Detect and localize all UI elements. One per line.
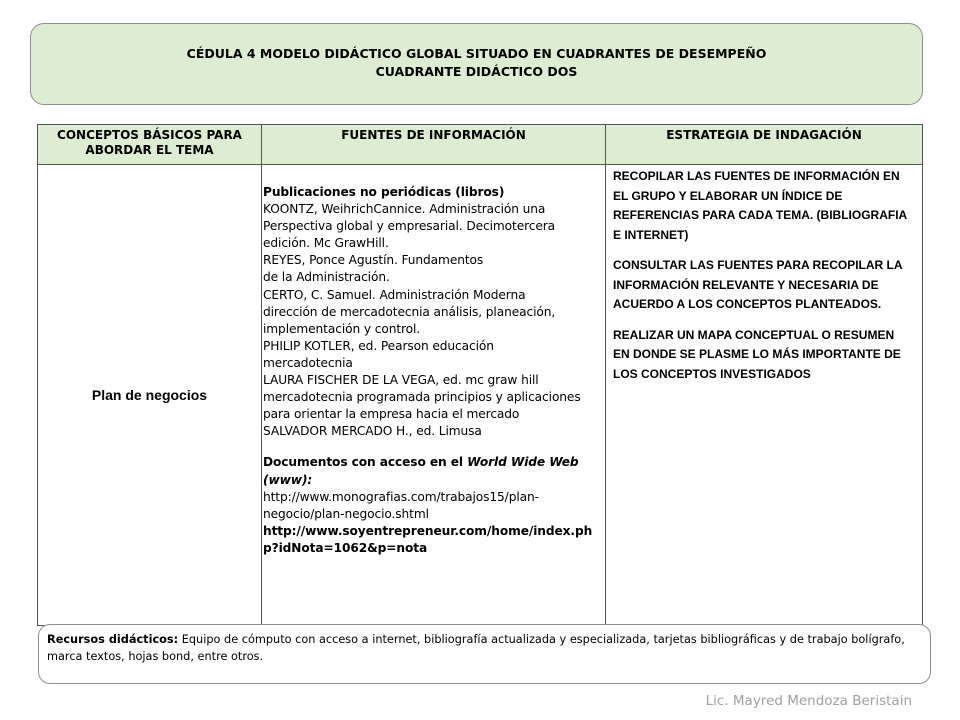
book-reference-line: para orientar la empresa hacia el mercado	[263, 407, 520, 422]
book-reference-line: mercadotecnia programada principios y aplicaciones	[263, 390, 581, 405]
book-reference-line: PHILIP KOTLER, ed. Pearson educación	[263, 338, 494, 353]
header-title: CÉDULA 4 MODELO DIDÁCTICO GLOBAL SITUADO EN CUADRANTES DE DESEMPEÑO	[186, 46, 767, 61]
concept-cell: Plan de negocios	[38, 165, 262, 626]
column-header-strategy: ESTRATEGIA DE INDAGACIÓN	[606, 125, 923, 165]
author-credit: Lic. Mayred Mendoza Beristain	[705, 693, 912, 709]
book-reference-line: REYES, Ponce Agustín. Fundamentos	[263, 253, 484, 268]
url-soyentrepreneur-cont: p?idNota=1062&p=nota	[263, 540, 428, 555]
url-soyentrepreneur: http://www.soyentrepreneur.com/home/index.ph	[263, 523, 593, 538]
url-monografias-cont: negocio/plan-negocio.shtml	[263, 506, 429, 521]
column-header-sources: FUENTES DE INFORMACIÓN	[262, 125, 606, 165]
book-reference-line: implementación y control.	[263, 321, 421, 336]
book-reference-line: dirección de mercadotecnia análisis, planeación,	[263, 304, 556, 319]
strategy-step-1: RECOPILAR LAS FUENTES DE INFORMACIÓN EN EL GRUPO Y ELABORAR UN ÍNDICE DE REFERENCIAS PARA CADA TEMA. (BIBLIOGRAFIA E INTERNET)	[613, 169, 907, 242]
resources-box	[38, 624, 931, 684]
didactic-table	[37, 124, 923, 626]
resources-text: Equipo de cómputo con acceso a internet, bibliografía actualizada y especializada, tarjetas bibliográficas y de trabajo bolígrafo, marca textos, hojas bond, entre otros.	[47, 633, 905, 663]
header-subtitle: CUADRANTE DIDÁCTICO DOS	[375, 64, 578, 79]
strategy-cell	[606, 165, 923, 626]
book-reference-line: edición. Mc GrawHill.	[263, 236, 389, 251]
web-heading: Documentos con acceso en el World Wide Web	[263, 455, 579, 470]
book-reference-line: CERTO, C. Samuel. Administración Moderna	[263, 287, 526, 302]
table-header-row	[38, 125, 923, 165]
book-reference-line: mercadotecnia	[263, 355, 353, 370]
web-heading-cont: (www):	[263, 472, 313, 487]
table-row	[38, 165, 923, 626]
book-reference-line: de la Administración.	[263, 270, 390, 285]
url-monografias: http://www.monografias.com/trabajos15/plan-	[263, 489, 539, 504]
book-reference-line: LAURA FISCHER DE LA VEGA, ed. mc graw hill	[263, 373, 539, 388]
book-reference-line: SALVADOR MERCADO H., ed. Limusa	[263, 424, 482, 439]
books-list	[263, 201, 603, 440]
column-header-concepts: CONCEPTOS BÁSICOS PARA ABORDAR EL TEMA	[38, 125, 262, 165]
header-banner	[30, 23, 923, 105]
resources-label: Recursos didácticos:	[47, 633, 179, 646]
strategy-step-3: REALIZAR UN MAPA CONCEPTUAL O RESUMEN EN DONDE SE PLASME LO MÁS IMPORTANTE DE LOS CONCEPTOS INVESTIGADOS	[613, 327, 901, 381]
book-reference-line: Perspectiva global y empresarial. Decimotercera	[263, 219, 556, 234]
books-heading: Publicaciones no periódicas (libros)	[263, 185, 505, 199]
book-reference-line: KOONTZ, WeihrichCannice. Administración una	[263, 202, 546, 217]
sources-cell	[262, 165, 606, 626]
strategy-step-2: CONSULTAR LAS FUENTES PARA RECOPILAR LA INFORMACIÓN RELEVANTE Y NECESARIA DE ACUERDO A LOS CONCEPTOS PLANTEADOS.	[613, 258, 903, 311]
